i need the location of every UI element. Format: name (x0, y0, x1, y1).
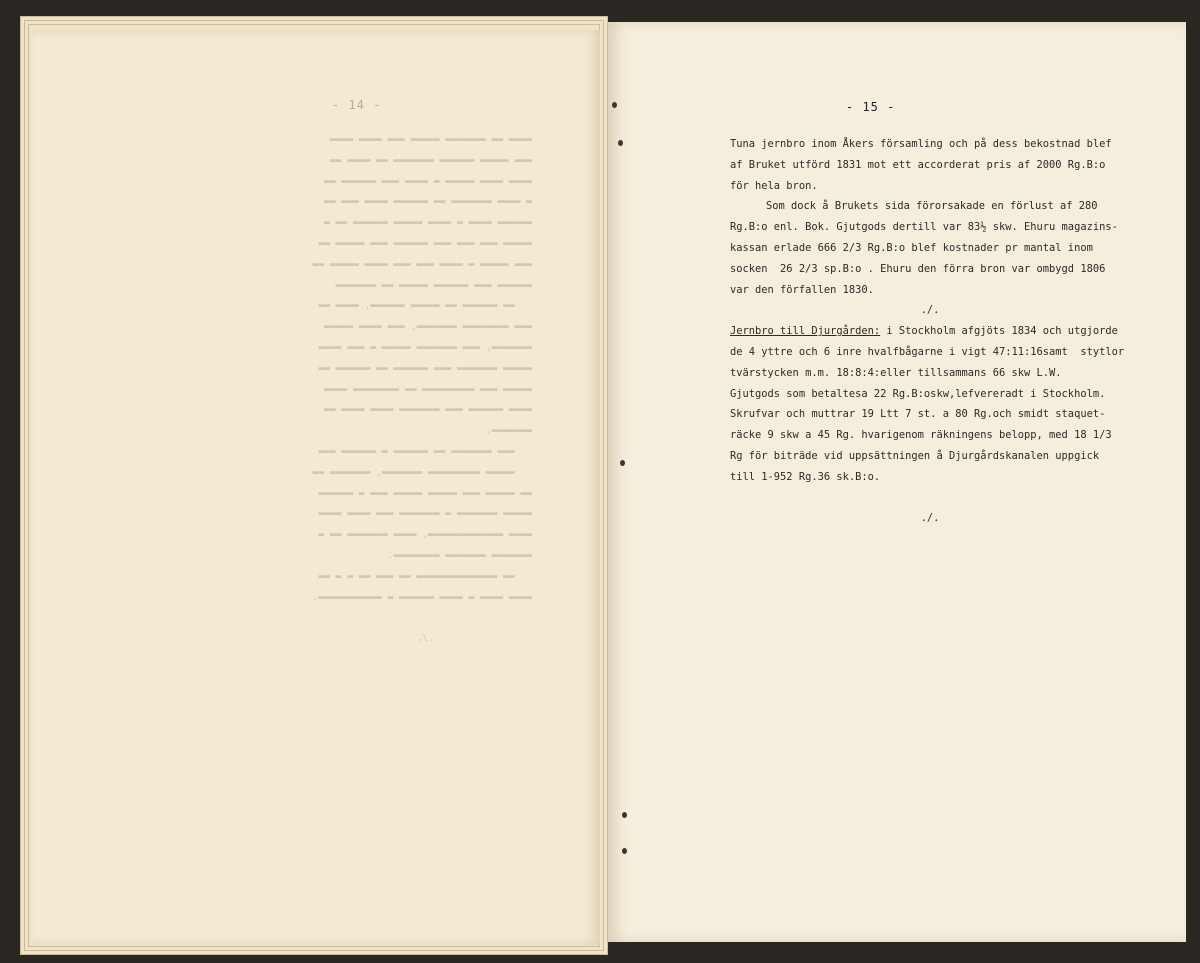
text-line: till 1-952 Rg.36 sk.B:o. (730, 470, 881, 483)
text-line: för hela bron. (730, 179, 818, 192)
text-line: af Bruket utförd 1831 mot ett accorderat pris af 2000 Rg.B:o (730, 158, 1106, 171)
text-line: Rg för biträde vid uppsättningen å Djurgårdskanalen uppgick (730, 449, 1100, 462)
text-line: Tuna jernbro inom Åkers församling och på dess bekostnad blef (730, 138, 1112, 150)
text-line: socken 26 2/3 sp.B:o . Ehuru den förra bron var ombygd 1806 (730, 262, 1106, 275)
left-page (32, 30, 600, 945)
text-line: räcke 9 skw a 45 Rg. hvarigenom räkningens belopp, med 18 1/3 (730, 429, 1112, 442)
right-page-text (730, 134, 1130, 529)
paragraph-line: Som dock å Brukets sida förorsakade en förlust af 280 (766, 200, 1098, 213)
binding-hole (622, 812, 627, 818)
binding-hole (618, 140, 623, 146)
text-line: var den förfallen 1830. (730, 283, 874, 296)
text-line: kassan erlade 666 2/3 Rg.B:o blef kostnader pr mantal inom (730, 241, 1093, 254)
binding-hole (612, 102, 617, 108)
section-separator: ./. (920, 304, 940, 317)
text-line: de 4 yttre och 6 inre hvalfbågarne i vigt 47:11:16samt stytlor (730, 345, 1125, 358)
section-separator: ./. (920, 512, 940, 525)
binding-hole (622, 848, 627, 854)
binding-hole (620, 460, 625, 466)
text-line (730, 488, 1130, 509)
text-line: Skrufvar och muttrar 19 Ltt 7 st. a 80 Rg.och smidt staquet- (730, 408, 1106, 421)
text-line: Gjutgods som betaltesa 22 Rg.B:oskw,lefvereradt i Stockholm. (730, 387, 1106, 400)
bleed-through-text: ▬▬▬▬ ▬▬ ▬▬▬▬▬▬▬ ▬▬▬▬▬ ▬▬▬ ▬▬▬▬ ▬▬▬▬ ▬▬▬ ▬▬▬▬▬ ▬▬▬▬▬▬ ▬▬▬▬▬▬▬ ▬▬ ▬▬▬▬ ▬▬ ▬▬▬▬ ▬▬▬▬ ▬▬▬▬▬ ▬ ▬▬▬▬ ▬▬▬ ▬▬▬▬▬▬ ▬▬ ▬ ▬▬▬▬ ▬▬▬▬▬▬▬ ▬▬ ▬▬▬▬▬▬ ▬▬▬▬ ▬▬▬ ▬▬ ▬▬▬▬▬▬ ▬▬▬▬ ▬ ▬▬▬▬ ▬▬▬▬▬ ▬▬▬▬▬▬ ▬▬ ▬ ▬▬▬▬▬ ▬▬▬ ▬▬▬ ▬▬▬ ▬▬▬▬▬▬ ▬▬▬ ▬▬▬▬▬ ▬▬ ▬▬▬ ▬▬▬▬▬ ▬ ▬▬▬▬ ▬▬▬ ▬▬▬ ▬▬▬▬ ▬▬▬▬▬ ▬▬ ▬▬▬▬▬▬ ▬▬▬ ▬▬▬▬▬▬ ▬▬▬▬▬ ▬▬ ▬▬▬▬▬▬▬ ▬▬ ▬▬▬▬▬▬ ▬▬ ▬▬▬▬▬ ▬▬▬▬▬▬, ▬▬▬▬ ▬▬ ▬▬▬ ▬▬▬▬▬▬▬▬ ▬▬▬▬▬▬▬, ▬▬▬ ▬▬▬▬ ▬▬▬▬▬ ▬▬▬▬▬▬▬, ▬▬▬ ▬▬▬▬▬▬▬ ▬▬▬▬▬ ▬ ▬▬▬ ▬▬▬▬ ▬▬▬▬▬ ▬▬▬▬▬▬▬ ▬▬▬ ▬▬▬▬▬▬ ▬▬ ▬▬▬▬▬▬ ▬▬ ▬▬▬▬▬ ▬▬▬ ▬▬▬▬▬▬▬▬▬ ▬▬ ▬▬▬▬▬▬▬▬ ▬▬▬▬ ▬▬▬▬ ▬▬▬▬▬▬ ▬▬▬ ▬▬▬▬▬▬▬ ▬▬▬▬ ▬▬▬▬ ▬▬ ▬▬▬▬▬▬▬. ▬▬▬ ▬▬▬▬▬▬▬ ▬▬ ▬▬▬▬▬▬ ▬ ▬▬▬▬▬▬ ▬▬▬ ▬▬▬▬▬ ▬▬▬▬▬▬▬▬▬ ▬▬▬▬▬▬▬, ▬▬▬▬▬▬▬ ▬▬ ▬▬ ▬▬▬▬▬ ▬▬▬ ▬▬▬▬▬ ▬▬▬▬▬ ▬▬▬ ▬ ▬▬▬▬▬▬ ▬▬▬▬▬ ▬▬▬▬▬▬▬ ▬ ▬▬▬▬▬▬▬ ▬▬▬ ▬▬▬▬ ▬▬▬▬ ▬▬▬▬ ▬▬▬▬▬▬▬▬▬▬▬▬▬, ▬▬▬▬ ▬▬▬▬▬▬▬ ▬▬ ▬ ▬▬▬▬▬▬▬ ▬▬▬▬▬▬▬ ▬▬▬▬▬▬▬▬. ▬▬ ▬▬▬▬▬▬▬▬▬▬▬▬▬▬ ▬▬ ▬▬▬ ▬▬ ▬ ▬ ▬▬ ▬▬▬▬ ▬▬▬▬ ▬ ▬▬▬▬ ▬▬▬▬▬▬ ▬ ▬▬▬▬▬▬▬▬▬▬▬. ./. (312, 134, 532, 645)
text-line: tvärstycken m.m. 18:8:4:eller tillsammans 66 skw L.W. (730, 366, 1062, 379)
section-heading-line: Jernbro till Djurgården: i Stockholm afgjöts 1834 och utgjorde (730, 325, 1118, 338)
text-line: Rg.B:o enl. Bok. Gjutgods dertill var 83½ skw. Ehuru magazins- (730, 221, 1118, 234)
right-page (608, 22, 1186, 942)
left-page-number: - 14 - (332, 98, 382, 112)
right-page-number: - 15 - (846, 100, 896, 114)
